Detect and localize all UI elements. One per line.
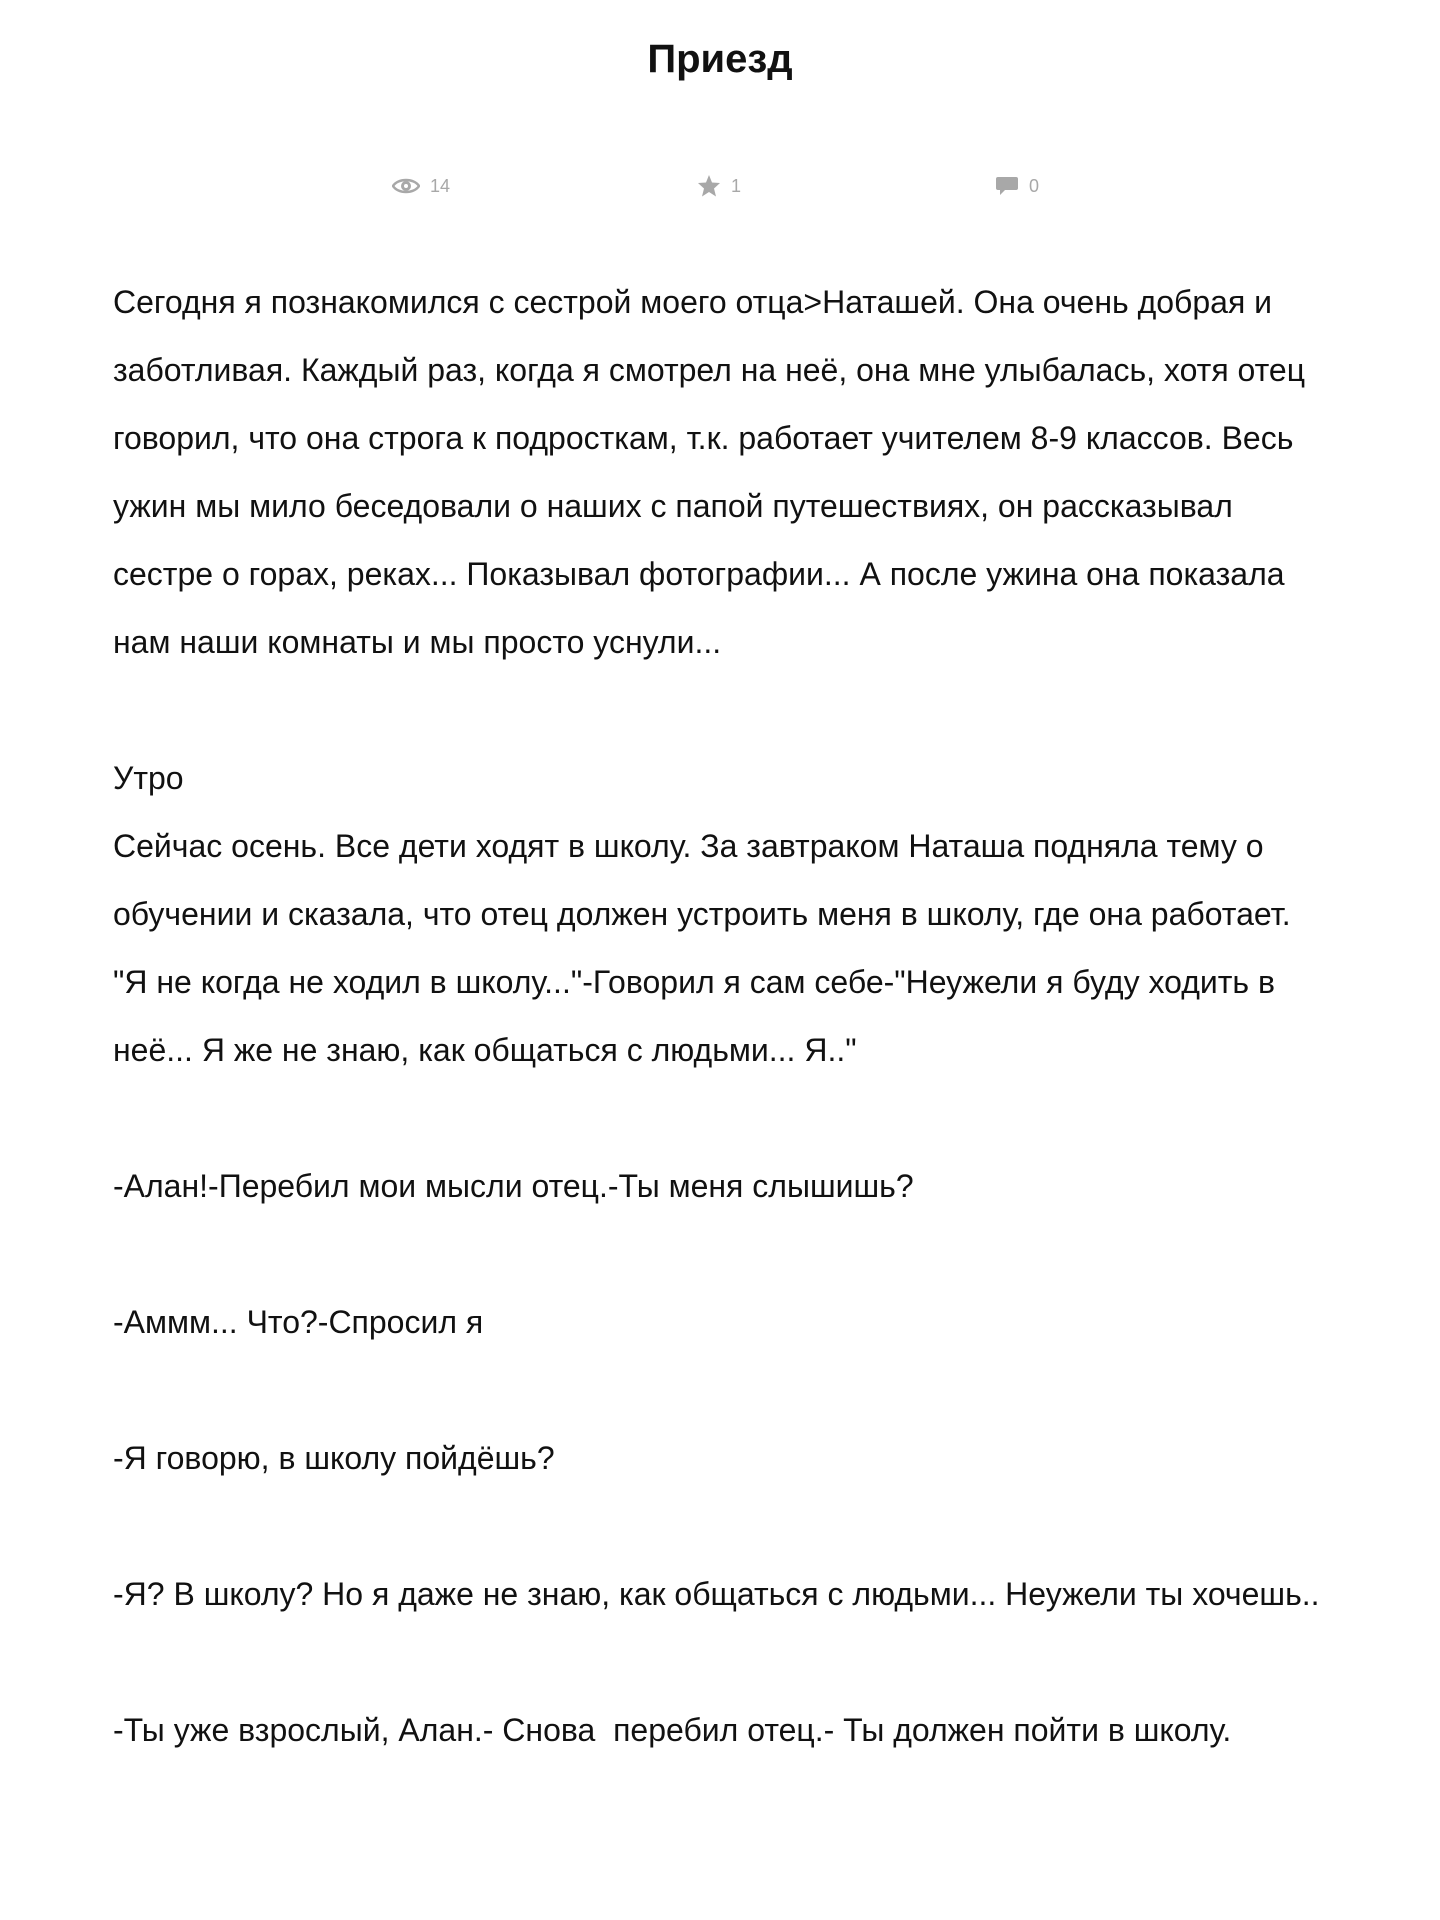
likes-stat[interactable] [697, 174, 741, 198]
views-stat [392, 174, 450, 198]
comment-icon[interactable] [995, 175, 1019, 197]
dialogue-line: -Алан!-Перебил мои мысли отец.-Ты меня слышишь? [113, 1168, 914, 1204]
story-title: Приезд [647, 36, 793, 81]
paragraph-spacer [113, 1628, 1333, 1696]
section-heading: Утро [113, 760, 184, 796]
comments-count: 0 [1029, 175, 1040, 196]
story-paragraph: "Я не когда не ходил в школу..."-Говорил я сам себе-"Неужели я буду ходить в неё... Я же не знаю, как общаться с людьми... Я.." [113, 964, 1284, 1068]
paragraph-spacer [113, 1492, 1333, 1560]
likes-count: 1 [731, 175, 742, 196]
paragraph-spacer [113, 1220, 1333, 1288]
dialogue-line: -Я говорю, в школу пойдёшь? [113, 1440, 555, 1476]
dialogue-line: -Я? В школу? Но я даже не знаю, как общаться с людьми... Неужели ты хочешь.. [113, 1576, 1320, 1612]
comments-stat[interactable] [995, 174, 1039, 198]
dialogue-line: -Аммм... Что?-Спросил я [113, 1304, 484, 1340]
paragraph-spacer [113, 676, 1333, 744]
story-text [113, 268, 1333, 1764]
star-icon[interactable] [697, 174, 721, 198]
eye-icon [392, 176, 420, 196]
views-count: 14 [430, 175, 451, 196]
paragraph-spacer [113, 1356, 1333, 1424]
story-paragraph: Сегодня я познакомился с сестрой моего отца>Наташей. Она очень добрая и заботливая. Каждый раз, когда я смотрел на неё, она мне улыбалась, хотя отец говорил, что она строга к подросткам, т.к. работает учителем 8-9 классов. Весь ужин мы мило беседовали о наших с папой путешествиях, он рассказывал сестре о горах, реках... Показывал фотографии... А после ужина она показала нам наши комнаты и мы просто уснули... [113, 284, 1314, 660]
story-paragraph: Сейчас осень. Все дети ходят в школу. За завтраком Наташа подняла тему о обучении и сказала, что отец должен устроить меня в школу, где она работает. [113, 828, 1291, 932]
dialogue-line: -Ты уже взрослый, Алан.- Снова перебил отец.- Ты должен пойти в школу. [113, 1712, 1232, 1748]
paragraph-spacer [113, 1084, 1333, 1152]
